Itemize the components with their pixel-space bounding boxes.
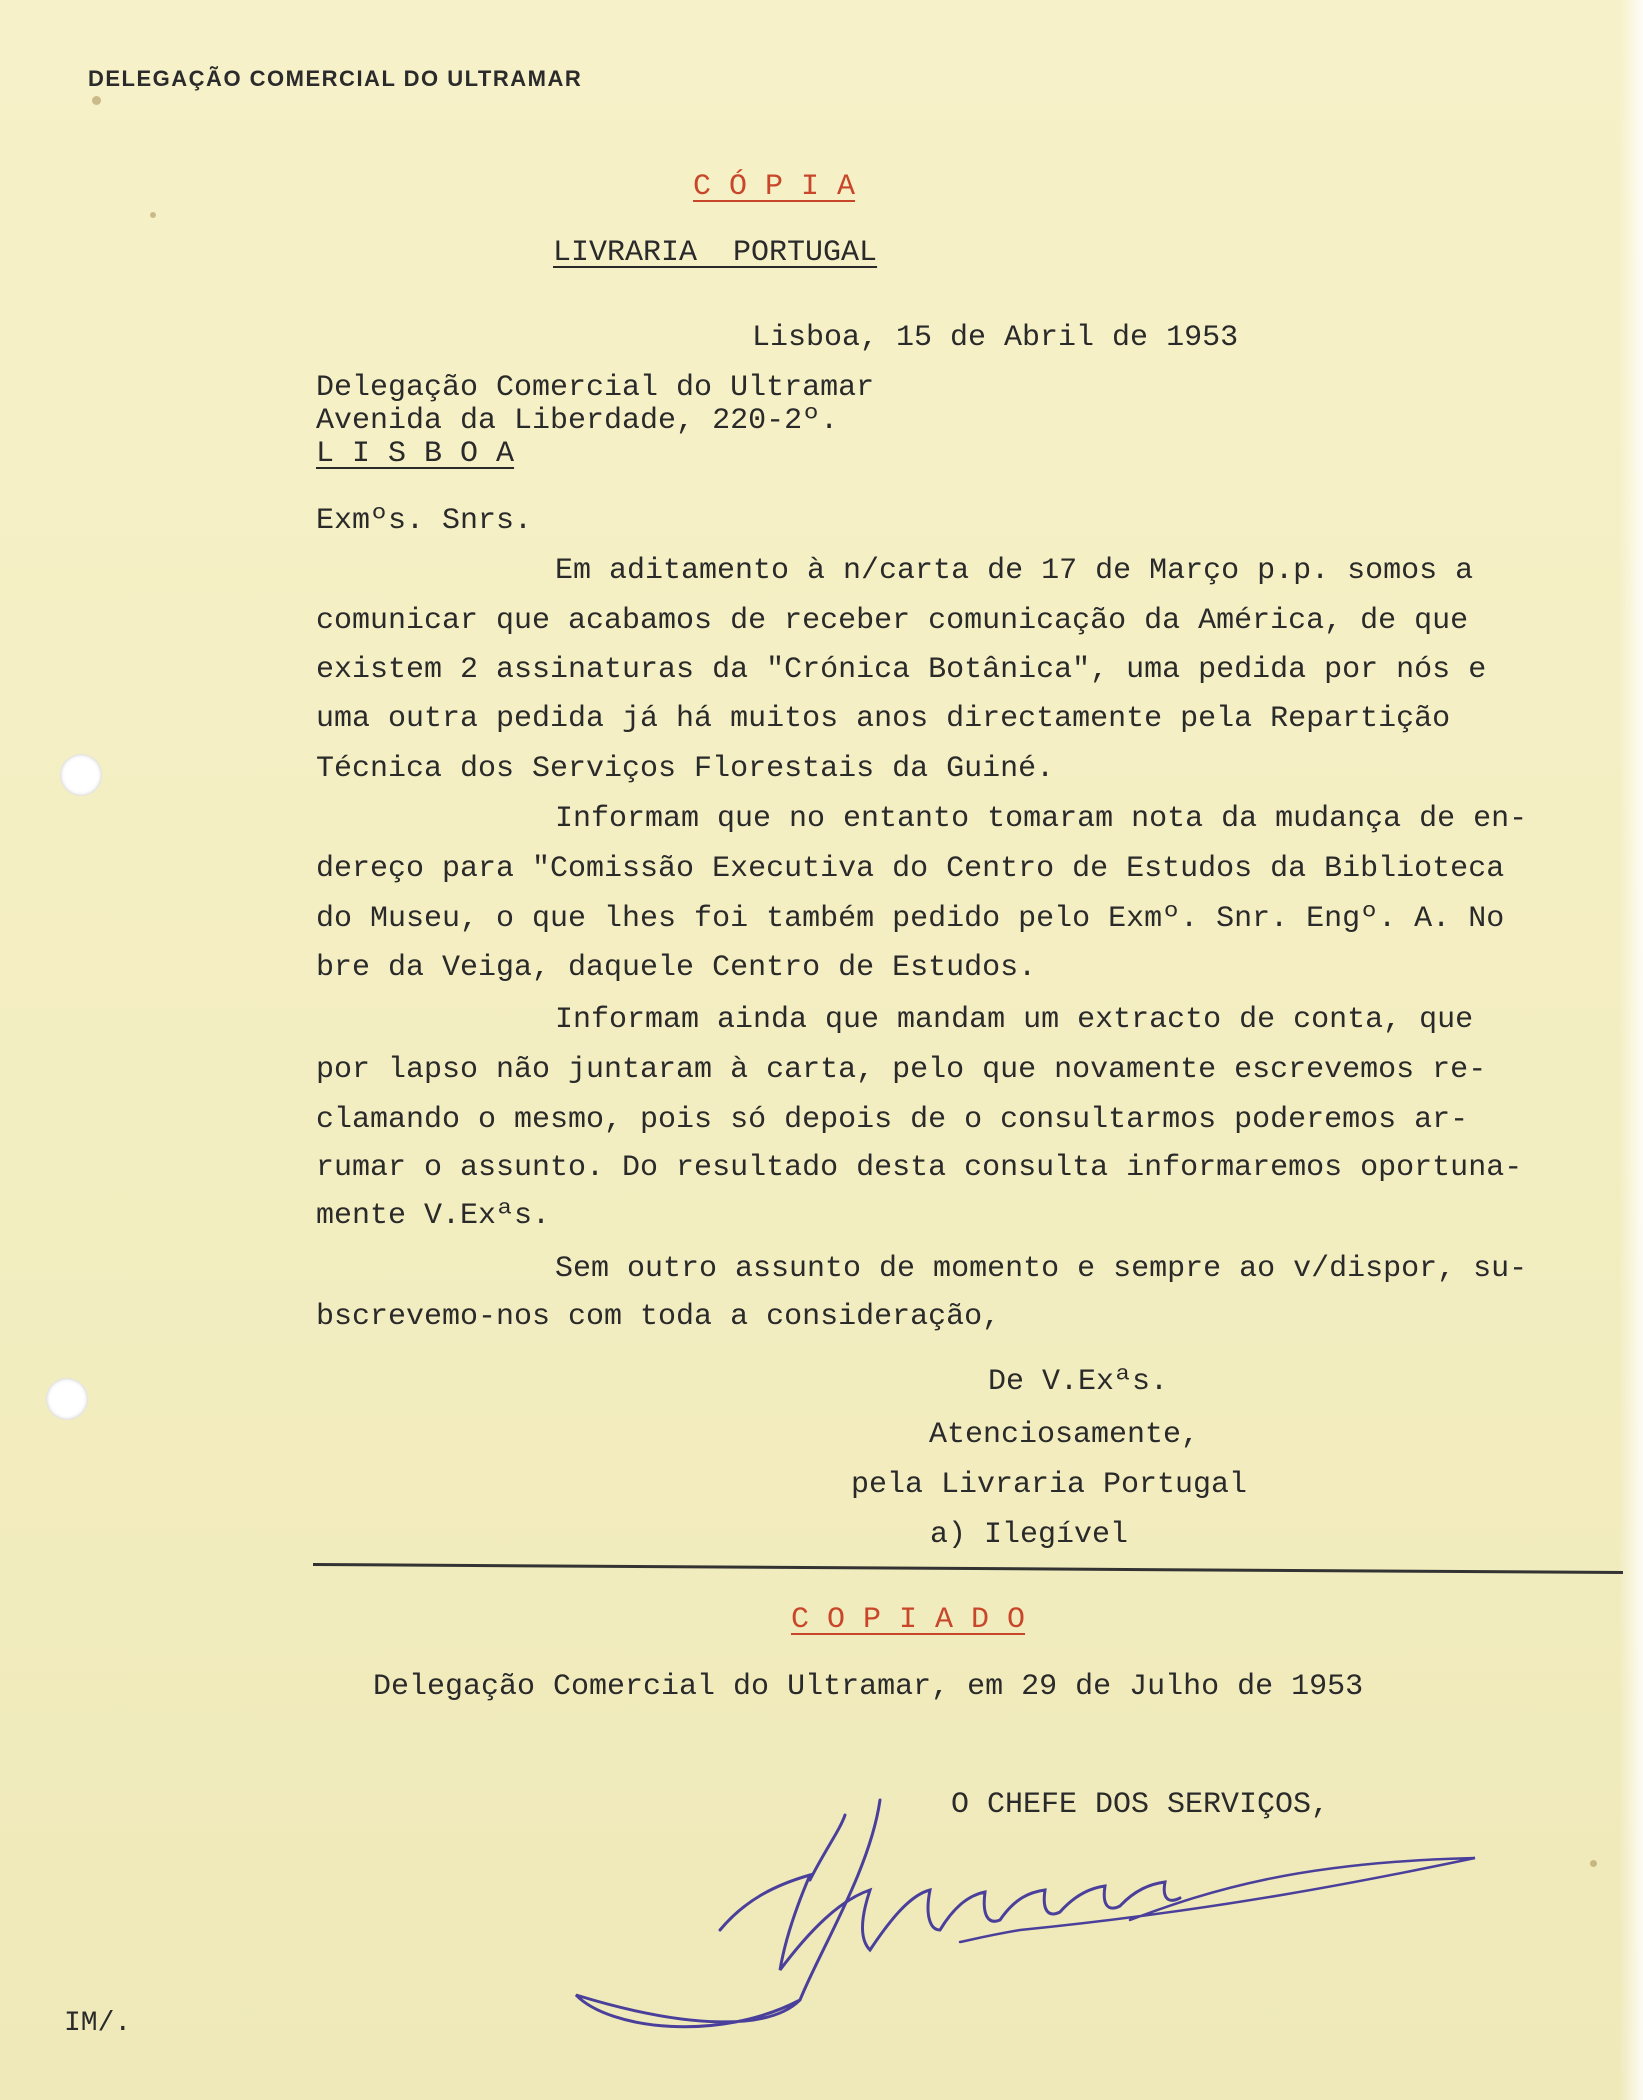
recipient-line-2: Avenida da Liberdade, 220-2º. — [316, 404, 839, 438]
body-line: por lapso não juntaram à carta, pelo que novamente escrevemos re- — [316, 1053, 1487, 1087]
body-line: Informam que no entanto tomaram nota da mudança de en- — [555, 802, 1528, 836]
stain-mark — [1590, 1860, 1597, 1867]
letterhead: DELEGAÇÃO COMERCIAL DO ULTRAMAR — [88, 66, 583, 91]
body-line: Em aditamento à n/carta de 17 de Março p.p. somos a — [555, 554, 1474, 588]
punch-hole-bottom — [46, 1378, 88, 1420]
body-line: clamando o mesmo, pois só depois de o consultarmos poderemos ar- — [316, 1103, 1469, 1137]
punch-hole-top — [60, 754, 102, 796]
body-line: existem 2 assinaturas da "Crónica Botânica", uma pedida por nós e — [316, 653, 1487, 687]
body-line: bscrevemo-nos com toda a consideração, — [316, 1300, 1001, 1334]
paper-edge — [1619, 0, 1643, 2100]
salutation: Exmºs. Snrs. — [316, 504, 533, 538]
body-line: rumar o assunto. Do resultado desta consulta informaremos oportuna- — [316, 1151, 1523, 1185]
handwritten-signature — [570, 1780, 1490, 2060]
chief-title: O CHEFE DOS SERVIÇOS, — [951, 1788, 1330, 1822]
body-line: Informam ainda que mandam um extracto de conta, que — [555, 1003, 1474, 1037]
recipient-line-1: Delegação Comercial do Ultramar — [316, 371, 875, 405]
stamp-copia: C Ó P I A — [693, 170, 856, 204]
body-line: do Museu, o que lhes foi também pedido pelo Exmº. Snr. Engº. A. No — [316, 902, 1505, 936]
body-line: Técnica dos Serviços Florestais da Guiné. — [316, 752, 1055, 786]
body-line: bre da Veiga, daquele Centro de Estudos. — [316, 951, 1037, 985]
body-line: dereço para "Comissão Executiva do Centro de Estudos da Biblioteca — [316, 852, 1505, 886]
copy-date-line: Delegação Comercial do Ultramar, em 29 de Julho de 1953 — [373, 1670, 1364, 1704]
closing-line-3: pela Livraria Portugal — [851, 1468, 1248, 1502]
body-line: mente V.Exªs. — [316, 1199, 551, 1233]
body-line: uma outra pedida já há muitos anos directamente pela Repartição — [316, 702, 1451, 736]
closing-line-2: Atenciosamente, — [929, 1418, 1200, 1452]
stain-mark — [150, 212, 156, 218]
closing-line-4: a) Ilegível — [930, 1518, 1129, 1552]
sender-name: LIVRARIA PORTUGAL — [553, 236, 878, 270]
typist-initials: IM/. — [64, 2008, 132, 2039]
body-line: comunicar que acabamos de receber comunicação da América, de que — [316, 604, 1469, 638]
recipient-city: L I S B O A — [316, 437, 515, 471]
stamp-copiado: C O P I A D O — [791, 1603, 1026, 1637]
stain-mark — [92, 96, 101, 105]
body-line: Sem outro assunto de momento e sempre ao v/dispor, su- — [555, 1252, 1528, 1286]
date-line: Lisboa, 15 de Abril de 1953 — [752, 321, 1239, 355]
closing-line-1: De V.Exªs. — [988, 1365, 1169, 1399]
